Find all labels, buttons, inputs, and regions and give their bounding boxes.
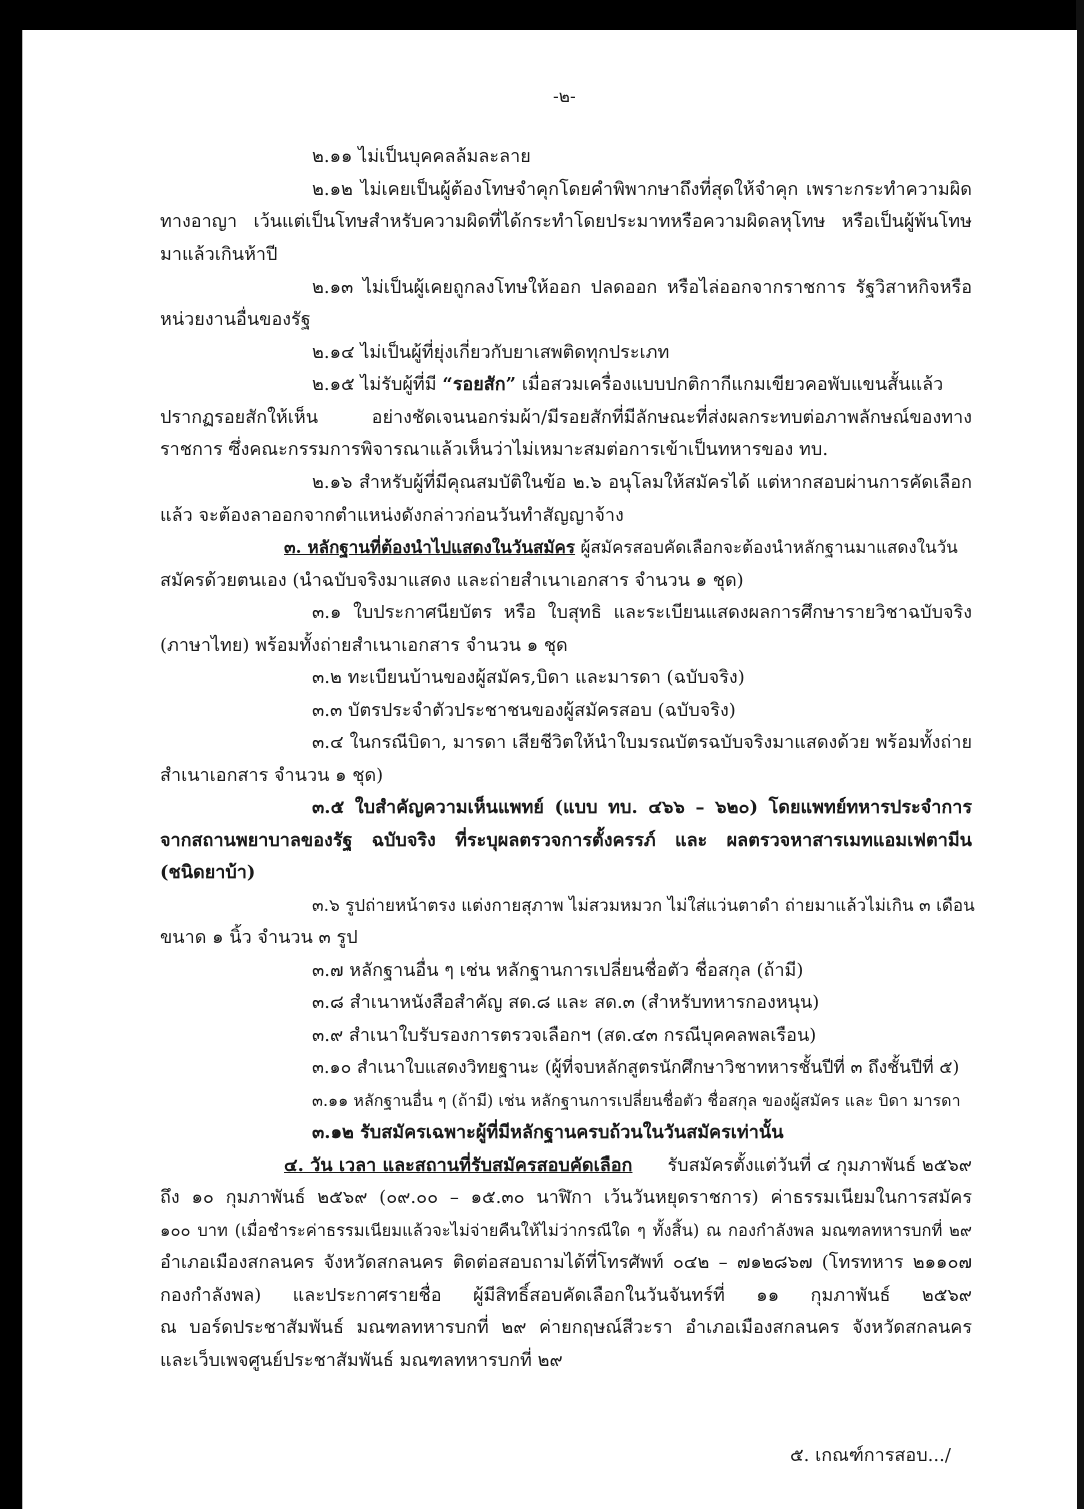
item-3-7: ๓.๗ หลักฐานอื่น ๆ เช่น หลักฐานการเปลี่ยนชื่อตัว ชื่อสกุล (ถ้ามี) — [312, 960, 804, 981]
section-4-heading-line — [284, 1154, 972, 1178]
section-4-line-4: อำเภอเมืองสกลนคร จังหวัดสกลนคร ติดต่อสอบถามได้ที่โทรศัพท์ ๐๔๒ – ๗๑๒๘๖๗ (โทรทหาร ๒๑๑๐๗ — [160, 1252, 972, 1273]
item-3-5-end: (ชนิดยาบ้า) — [160, 862, 256, 883]
item-3-6-end: ขนาด ๑ นิ้ว จำนวน ๓ รูป — [160, 927, 358, 948]
clause-2-11: ๒.๑๑ ไม่เป็นบุคคลล้มละลาย — [312, 146, 531, 167]
clause-2-12: ๒.๑๒ ไม่เคยเป็นผู้ต้องโทษจำคุกโดยคำพิพากษาถึงที่สุดให้จำคุก เพราะกระทำความผิด — [312, 179, 972, 200]
clause-2-16: ๒.๑๖ สำหรับผู้ที่มีคุณสมบัติในข้อ ๒.๖ อนุโลมให้สมัครได้ แต่หากสอบผ่านการคัดเลือก — [312, 472, 972, 493]
item-3-8: ๓.๘ สำเนาหนังสือสำคัญ สด.๘ และ สด.๓ (สำหรับทหารกองหนุน) — [312, 992, 820, 1013]
section-4-heading: ๔. วัน เวลา และสถานที่รับสมัครสอบคัดเลือก — [284, 1155, 633, 1176]
page-number: -๒- — [553, 87, 576, 107]
clause-2-13: ๒.๑๓ ไม่เป็นผู้เคยถูกลงโทษให้ออก ปลดออก หรือไล่ออกจากราชการ รัฐวิสาหกิจหรือ — [312, 277, 972, 298]
section-3-intro-end: สมัครด้วยตนเอง (นำฉบับจริงมาแสดง และถ่ายสำเนาเอกสาร จำนวน ๑ ชุด) — [160, 570, 744, 591]
continuation-note: ๕. เกณฑ์การสอบ.../ — [790, 1445, 951, 1466]
item-3-2: ๓.๒ ทะเบียนบ้านของผู้สมัคร,บิดา และมารดา (ฉบับจริง) — [312, 667, 745, 688]
section-4-line-6: ณ บอร์ดประชาสัมพันธ์ มณฑลทหารบกที่ ๒๙ ค่ายกฤษณ์สีวะรา อำเภอเมืองสกลนคร จังหวัดสกลนคร — [160, 1317, 972, 1338]
section-3-heading: ๓. หลักฐานที่ต้องนำไปแสดงในวันสมัคร — [284, 538, 576, 558]
item-3-6: ๓.๖ รูปถ่ายหน้าตรง แต่งกายสุภาพ ไม่สวมหมวก ไม่ใส่แว่นตาดำ ถ่ายมาแล้วไม่เกิน ๓ เดือน — [312, 896, 975, 916]
left-dark-border — [0, 0, 22, 1509]
item-3-5: ๓.๕ ใบสำคัญความเห็นแพทย์ (แบบ ทบ. ๔๖๖ – ๖๒๐) โดยแพทย์ทหารประจำการ — [312, 797, 972, 818]
item-3-4-end: สำเนาเอกสาร จำนวน ๑ ชุด) — [160, 765, 384, 786]
item-3-11: ๓.๑๑ หลักฐานอื่น ๆ (ถ้ามี) เช่น หลักฐานการเปลี่ยนชื่อตัว ชื่อสกุล ของผู้สมัคร และ บิดา มารดา — [312, 1091, 961, 1110]
clause-2-15-end: ราชการ ซึ่งคณะกรรมการพิจารณาแล้วเห็นว่าไม่เหมาะสมต่อการเข้าเป็นทหารของ ทบ. — [160, 439, 829, 460]
clause-2-13-end: หน่วยงานอื่นของรัฐ — [160, 309, 311, 330]
item-3-1-end: (ภาษาไทย) พร้อมทั้งถ่ายสำเนาเอกสาร จำนวน ๑ ชุด — [160, 635, 568, 656]
clause-2-12-end: มาแล้วเกินห้าปี — [160, 244, 278, 265]
section-4-line-5: กองกำลังพล) และประกาศรายชื่อ ผู้มีสิทธิ์สอบคัดเลือกในวันจันทร์ที่ ๑๑ กุมภาพันธ์ ๒๕๖๙ — [160, 1285, 972, 1306]
section-4-line-7: และเว็บเพจศูนย์ประชาสัมพันธ์ มณฑลทหารบกที่ ๒๙ — [160, 1350, 563, 1371]
item-3-9: ๓.๙ สำเนาใบรับรองการตรวจเลือกฯ (สด.๔๓ กรณีบุคคลพลเรือน) — [312, 1025, 817, 1046]
item-3-4: ๓.๔ ในกรณีบิดา, มารดา เสียชีวิตให้นำใบมรณบัตรฉบับจริงมาแสดงด้วย พร้อมทั้งถ่าย — [312, 732, 972, 753]
clause-2-15-lead: ๒.๑๕ ไม่รับผู้ที่มี — [312, 374, 443, 395]
right-dark-border — [1076, 0, 1084, 1509]
tattoo-term: “รอยสัก” — [442, 374, 516, 395]
clause-2-12-cont: ทางอาญา เว้นแต่เป็นโทษสำหรับความผิดที่ได้กระทำโดยประมาทหรือความผิดลหุโทษ หรือเป็นผู้พ้นโทษ — [160, 211, 972, 232]
clause-2-14: ๒.๑๔ ไม่เป็นผู้ที่ยุ่งเกี่ยวกับยาเสพติดทุกประเภท — [312, 342, 670, 363]
clause-2-16-end: แล้ว จะต้องลาออกจากตำแหน่งดังกล่าวก่อนวันทำสัญญาจ้าง — [160, 505, 624, 526]
clause-2-15-cont: ปรากฏรอยสักให้เห็น อย่างชัดเจนนอกร่มผ้า/มีรอยสักที่มีลักษณะที่ส่งผลกระทบต่อภาพลักษณ์ของทาง — [160, 407, 972, 428]
section-4-line-2: ถึง ๑๐ กุมภาพันธ์ ๒๕๖๙ (๐๙.๐๐ – ๑๕.๓๐ นาฬิกา เว้นวันหยุดราชการ) ค่าธรรมเนียมในการสมัคร — [160, 1187, 972, 1208]
section-3-intro: ผู้สมัครสอบคัดเลือกจะต้องนำหลักฐานมาแสดงในวัน — [575, 538, 958, 558]
top-dark-border — [0, 0, 1084, 30]
clause-2-15-rest: เมื่อสวมเครื่องแบบปกติกากีแกมเขียวคอพับแขนสั้นแล้ว — [516, 374, 944, 395]
item-3-5-cont: จากสถานพยาบาลของรัฐ ฉบับจริง ที่ระบุผลตรวจการตั้งครรภ์ และ ผลตรวจหาสารเมทแอมเฟตามีน — [160, 830, 972, 851]
section-4-line-3: ๑๐๐ บาท (เมื่อชำระค่าธรรมเนียมแล้วจะไม่จ่ายคืนให้ไม่ว่ากรณีใด ๆ ทั้งสิ้น) ณ กองกำลังพล มณฑลทหารบกที่ ๒๙ — [160, 1221, 972, 1240]
item-3-1: ๓.๑ ใบประกาศนียบัตร หรือ ใบสุทธิ และระเบียนแสดงผลการศึกษารายวิชาฉบับจริง — [312, 602, 972, 623]
item-3-12: ๓.๑๒ รับสมัครเฉพาะผู้ที่มีหลักฐานครบถ้วนในวันสมัครเท่านั้น — [312, 1122, 784, 1143]
section-4-intro: รับสมัครตั้งแต่วันที่ ๔ กุมภาพันธ์ ๒๕๖๙ — [667, 1155, 972, 1176]
section-3-heading-line — [284, 536, 958, 560]
clause-2-15 — [312, 373, 943, 397]
item-3-3: ๓.๓ บัตรประจำตัวประชาชนของผู้สมัครสอบ (ฉบับจริง) — [312, 700, 736, 721]
item-3-10: ๓.๑๐ สำเนาใบแสดงวิทยฐานะ (ผู้ที่จบหลักสูตรนักศึกษาวิชาทหารชั้นปีที่ ๓ ถึงชั้นปีที่ ๕) — [312, 1058, 960, 1078]
